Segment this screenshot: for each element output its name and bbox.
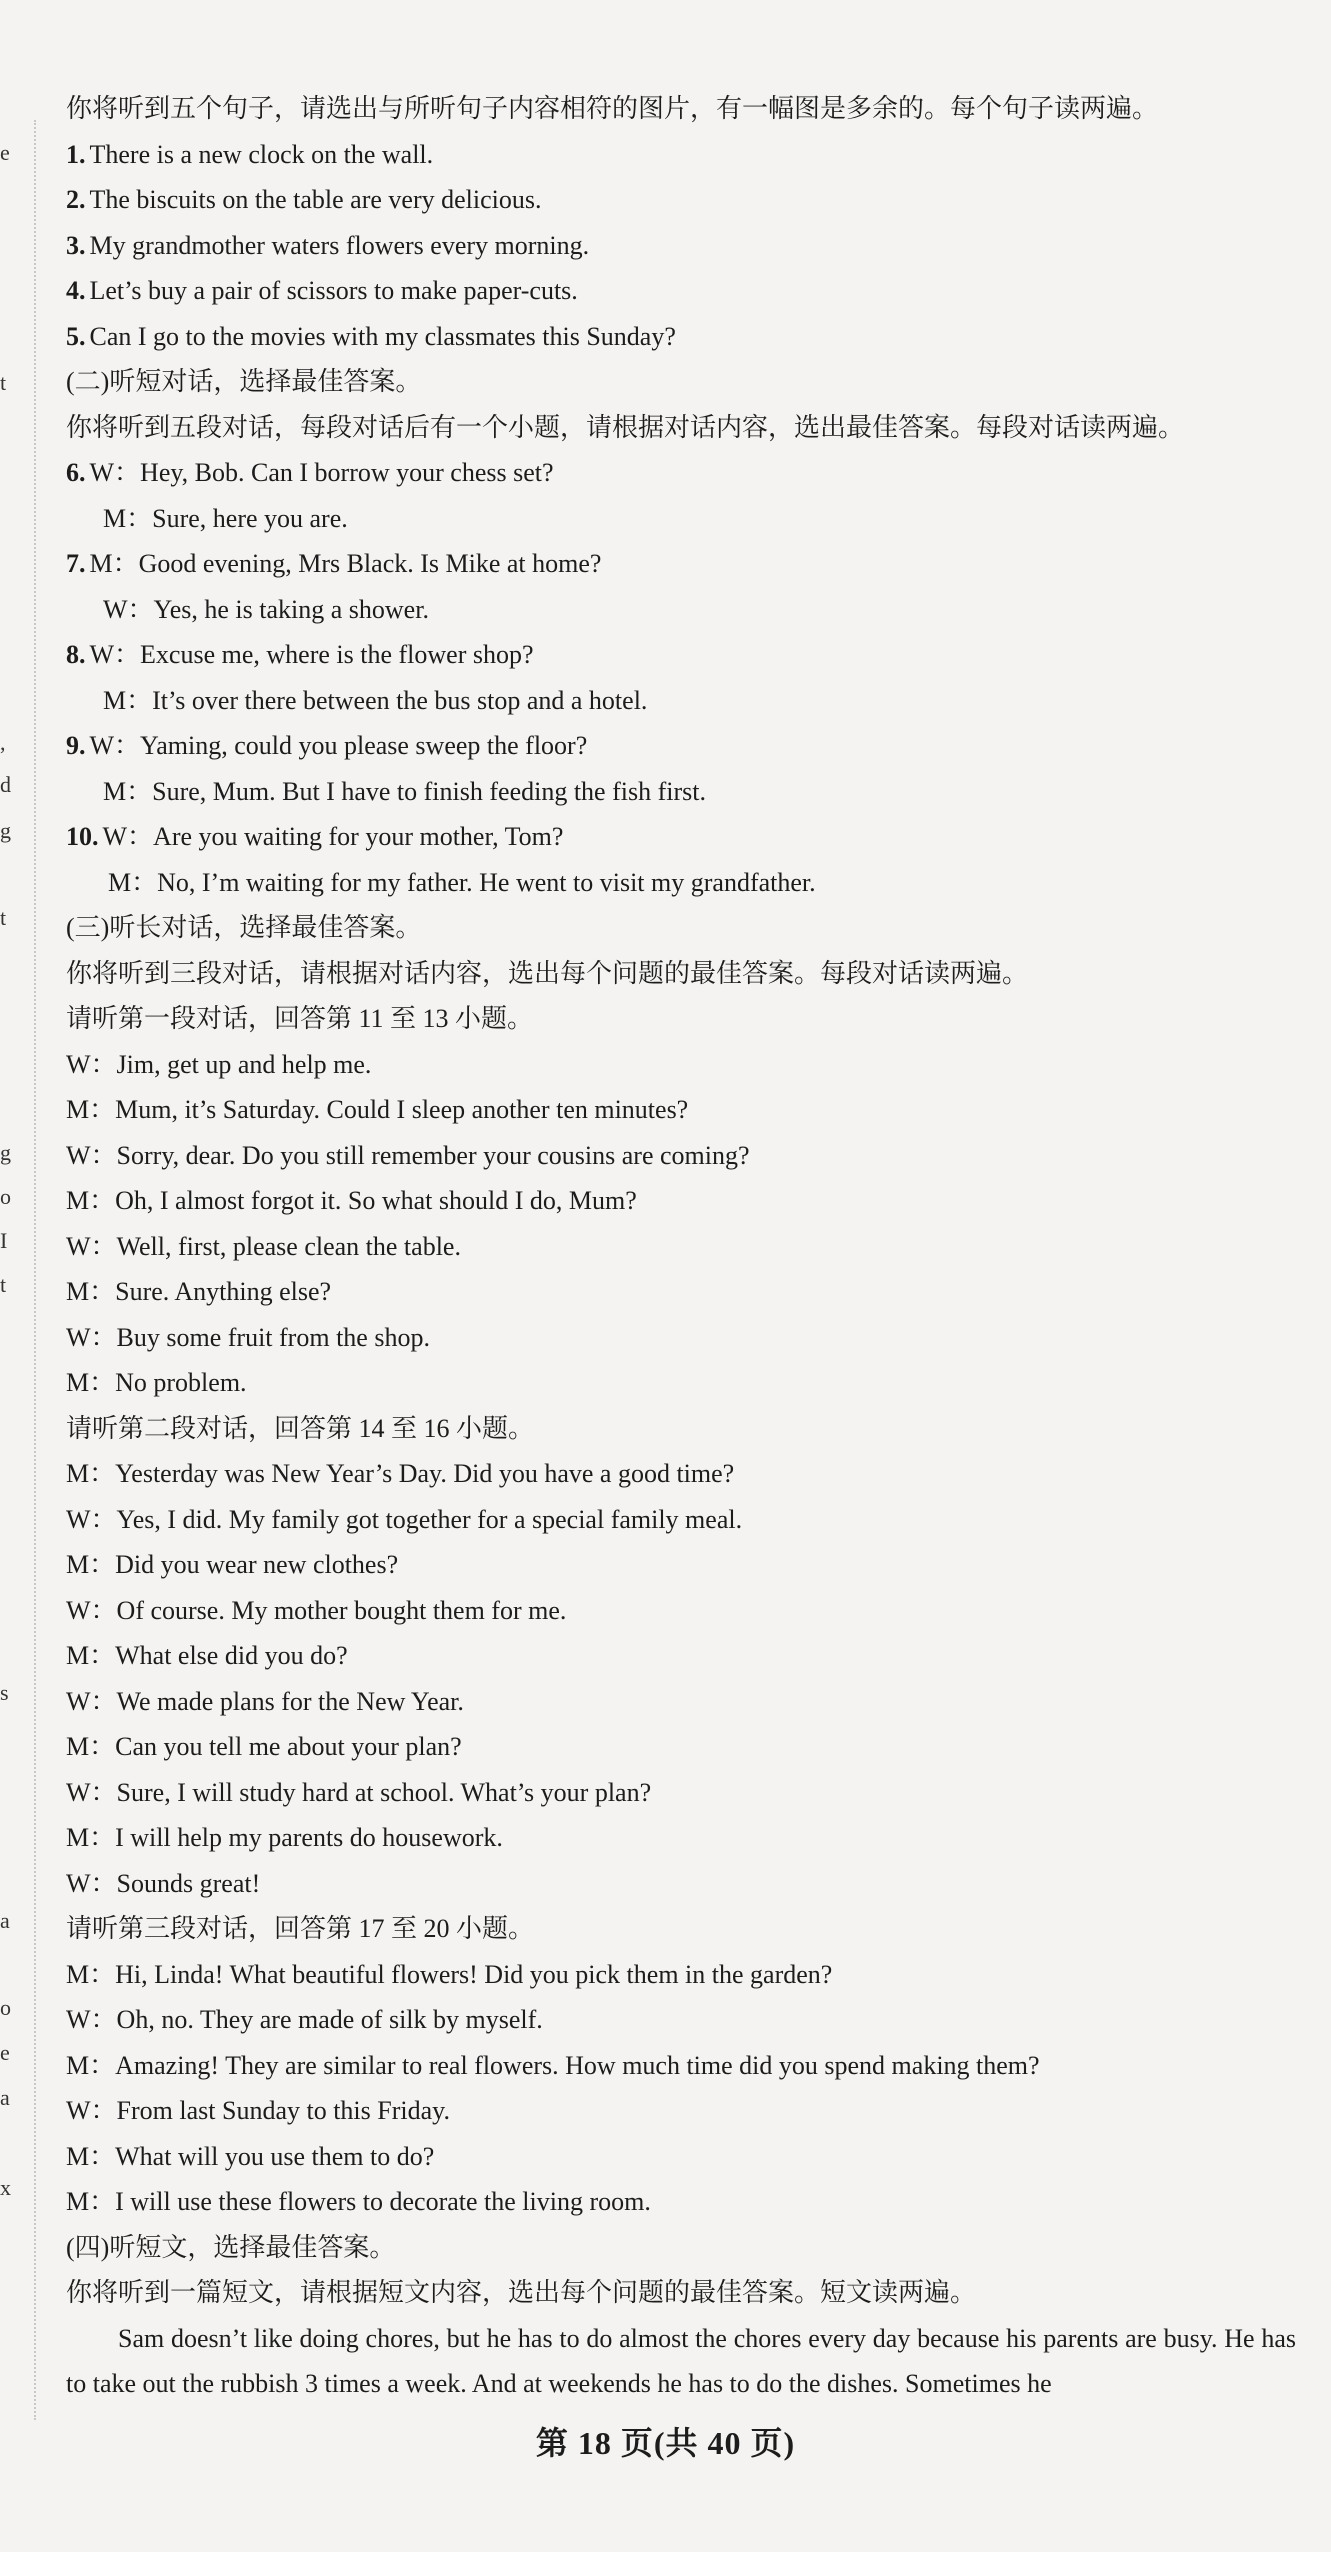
dialogue-item-reply-line: W：Yes, he is taking a shower. [103,594,429,624]
dialogue-item-first-line [66,541,1296,587]
dialogue-line: M：Yesterday was New Year’s Day. Did you have a good time? [66,1459,735,1488]
dialogue-line: M：Sure. Anything else? [66,1277,332,1306]
document-body [66,86,1296,2407]
dialogue-item-reply-line: M：Sure, Mum. But I have to finish feeding the fish first. [103,776,706,806]
part4-instruction: 你将听到一篇短文，请根据短文内容，选出每个问题的最佳答案。短文读两遍。 [66,2278,977,2307]
margin-fragment: e [0,2040,10,2065]
dialogue2-intro: 请听第二段对话，回答第 14 至 16 小题。 [66,1413,535,1443]
dialogue-line: M：I will help my parents do housework. [66,1823,503,1852]
left-margin-fragments [0,0,30,2552]
margin-fragment: t [0,370,7,395]
dialogue-line: M：I will use these flowers to decorate the living room. [66,2187,651,2216]
dialogue-line: W：From last Sunday to this Friday. [66,2096,450,2125]
part1-list [66,132,1296,360]
dialogue-line: W：Sounds great! [66,1868,261,1898]
passage-text: Sam doesn’t like doing chores, but he has to do almost the chores every day because his parents are busy. He has to take out the rubbish 3 times a week. And at weekends he has to do the dishes. Sometimes he [66,2323,1296,2398]
dialogue-line: W：Yes, I did. My family got together for a special family meal. [66,1504,743,1534]
dialogue-line: W：Jim, get up and help me. [66,1049,372,1079]
dialogue-line: M：Hi, Linda! What beautiful flowers! Did you pick them in the garden? [66,1959,833,1989]
dialogue3-lines [66,1952,1296,2225]
margin-fragment: x [0,2175,11,2200]
part4-title: (四)听短文，选择最佳答案。 [66,2232,396,2262]
dialogue-item-reply-line: M：It’s over there between the bus stop and a hotel. [103,685,648,715]
sentence-item [66,132,1296,178]
item-number: 3. [66,230,86,260]
dialogue-line: M：What else did you do? [66,1641,348,1670]
dialogue-line: W：Sure, I will study hard at school. What’s your plan? [66,1777,652,1807]
margin-fragment: g [0,818,11,843]
margin-divider [34,120,37,2420]
part3-instruction: 你将听到三段对话，请根据对话内容，选出每个问题的最佳答案。每段对话读两遍。 [66,958,1029,988]
item-number: 1. [66,139,86,169]
item-number: 4. [66,276,86,305]
dialogue-item-first-line [66,632,1296,678]
part2-title: (二)听短对话，选择最佳答案。 [66,367,422,396]
dialogue-item-first-line [66,723,1296,769]
dialogue-item-first-line [66,814,1296,860]
item-number: 6. [66,458,86,487]
item-text: W：Excuse me, where is the flower shop? [89,640,534,669]
part2-list [66,450,1296,905]
margin-fragment: I [0,1228,8,1253]
dialogue1-lines [66,1042,1296,1406]
dialogue-line: M：Amazing! They are similar to real flowers. How much time did you spend making them? [66,2050,1040,2080]
dialogue-item-first-line [66,450,1296,496]
dialogue2-lines [66,1451,1296,1906]
margin-fragment: s [0,1680,9,1705]
dialogue-line: W：Oh, no. They are made of silk by myself. [66,2005,543,2034]
part3-title: (三)听长对话，选择最佳答案。 [66,913,422,942]
margin-fragment: e [0,140,10,165]
item-text: W：Hey, Bob. Can I borrow your chess set? [89,458,554,487]
dialogue-line: M：Did you wear new clothes? [66,1550,399,1579]
item-number: 9. [66,731,86,760]
dialogue-line: M：Mum, it’s Saturday. Could I sleep another ten minutes? [66,1095,689,1124]
margin-fragment: a [0,2085,10,2110]
item-text: Can I go to the movies with my classmates this Sunday? [89,321,676,351]
item-number: 5. [66,321,86,351]
item-text: W：Are you waiting for your mother, Tom? [102,822,564,851]
margin-fragment: o [0,1184,11,1209]
part2-instruction: 你将听到五段对话，每段对话后有一个小题，请根据对话内容，选出最佳答案。每段对话读两遍。 [66,412,1185,442]
item-text: My grandmother waters flowers every morning. [89,230,590,260]
sentence-item [66,223,1296,269]
dialogue-line: M：No problem. [66,1368,247,1397]
dialogue-line: W：Buy some fruit from the shop. [66,1322,430,1352]
page-footer: 第 18 页(共 40 页) [535,2425,796,2461]
margin-fragment: o [0,1995,11,2020]
margin-fragment: t [0,1272,7,1297]
item-text: Let’s buy a pair of scissors to make paper-cuts. [89,276,578,305]
part1-instruction: 你将听到五个句子，请选出与所听句子内容相符的图片，有一幅图是多余的。每个句子读两遍。 [66,94,1159,123]
dialogue-line: W：Of course. My mother bought them for me. [66,1595,567,1625]
item-number: 8. [66,640,86,669]
dialogue-line: W：We made plans for the New Year. [66,1686,464,1716]
dialogue-line: W：Well, first, please clean the table. [66,1231,461,1261]
margin-fragment: a [0,1908,10,1933]
item-text: There is a new clock on the wall. [89,139,434,169]
item-number: 2. [66,185,86,214]
dialogue-line: M：Oh, I almost forgot it. So what should I do, Mum? [66,1186,637,1215]
margin-fragment: d [0,772,11,797]
margin-fragment: , [0,730,6,755]
dialogue-line: M：What will you use them to do? [66,2141,435,2171]
margin-fragment: t [0,905,7,930]
dialogue-item-reply-line: M：No, I’m waiting for my father. He went to visit my grandfather. [108,867,816,897]
item-text: W：Yaming, could you please sweep the floor? [89,731,588,760]
item-text: The biscuits on the table are very delicious. [89,185,542,214]
dialogue1-intro: 请听第一段对话，回答第 11 至 13 小题。 [66,1004,534,1033]
dialogue-line: M：Can you tell me about your plan? [66,1732,462,1761]
sentence-item [66,268,1296,314]
item-text: M：Good evening, Mrs Black. Is Mike at home? [89,549,602,578]
item-number: 10. [66,822,99,851]
sentence-item [66,314,1296,360]
dialogue-line: W：Sorry, dear. Do you still remember your cousins are coming? [66,1140,750,1170]
dialogue-item-reply-line: M：Sure, here you are. [103,503,348,533]
sentence-item [66,177,1296,223]
margin-fragment: g [0,1140,11,1165]
item-number: 7. [66,549,86,578]
dialogue3-intro: 请听第三段对话，回答第 17 至 20 小题。 [66,1914,535,1943]
